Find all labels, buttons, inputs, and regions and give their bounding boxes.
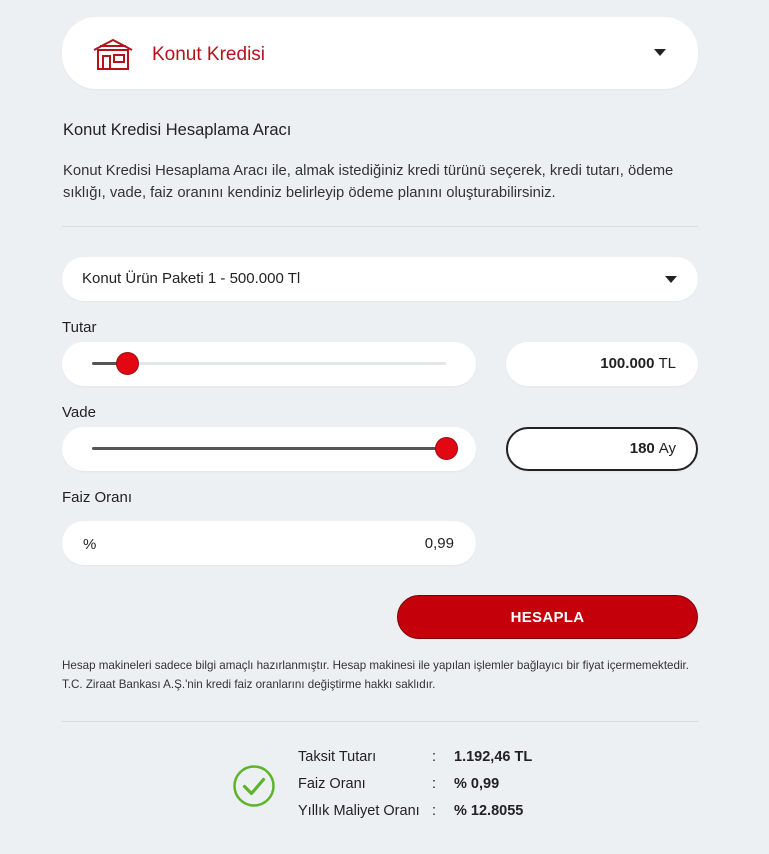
rate-input[interactable] — [62, 521, 476, 565]
divider — [62, 721, 698, 722]
chevron-down-icon[interactable] — [654, 49, 666, 56]
term-label: Vade — [62, 404, 96, 421]
slider-fill — [92, 447, 446, 450]
chevron-down-icon[interactable] — [665, 276, 677, 283]
term-slider[interactable] — [62, 427, 476, 471]
slider-handle[interactable] — [435, 437, 458, 460]
disclaimer: Hesap makineleri sadece bilgi amaçlı hazırlanmıştır. Hesap makinesi ile yapılan işlemler bağlayıcı bir fiyat içermemektedir. T.C. Ziraat Bankası A.Ş.'nin kredi faiz oranlarını değiştirme hakkı saklıdır. — [62, 659, 689, 691]
result-separator: : — [432, 803, 437, 819]
product-select[interactable] — [62, 17, 698, 89]
check-circle-icon — [232, 764, 276, 808]
result-value: 1.192,46 TL — [454, 749, 533, 765]
slider-handle[interactable] — [116, 352, 139, 375]
result-value: % 0,99 — [454, 776, 500, 792]
divider — [62, 226, 698, 227]
amount-slider[interactable] — [62, 342, 476, 386]
term-value: 180 — [629, 440, 655, 457]
rate-label: Faiz Oranı — [62, 489, 133, 506]
product-label: Konut Kredisi — [152, 44, 266, 65]
rate-value: 0,99 — [424, 535, 454, 552]
result-separator: : — [432, 749, 437, 765]
package-selected-value: Konut Ürün Paketi 1 - 500.000 Tl — [82, 270, 301, 287]
amount-label: Tutar — [62, 319, 97, 336]
amount-value: 100.000 — [600, 355, 655, 372]
calculate-button[interactable]: HESAPLA — [397, 595, 698, 639]
house-icon — [91, 37, 135, 71]
result-value: % 12.8055 — [454, 803, 524, 819]
slider-track[interactable] — [92, 447, 446, 450]
page-description: Konut Kredisi Hesaplama Aracı ile, almak istediğiniz kredi türünü seçerek, kredi tutarı, ödeme sıklığı, vade, faiz oranını kendiniz belirleyip ödeme planını oluşturabilirsiniz. — [63, 163, 674, 201]
amount-unit: TL — [658, 355, 676, 372]
result-separator: : — [432, 776, 437, 792]
amount-input[interactable] — [506, 342, 698, 386]
page-title: Konut Kredisi Hesaplama Aracı — [63, 121, 292, 139]
term-unit: Ay — [658, 440, 676, 457]
slider-track[interactable] — [92, 362, 446, 365]
rate-prefix: % — [83, 536, 97, 553]
result-label: Yıllık Maliyet Oranı — [298, 803, 420, 819]
package-select[interactable] — [62, 257, 698, 301]
term-input[interactable] — [506, 427, 698, 471]
result-label: Faiz Oranı — [298, 776, 366, 792]
result-label: Taksit Tutarı — [298, 749, 377, 765]
